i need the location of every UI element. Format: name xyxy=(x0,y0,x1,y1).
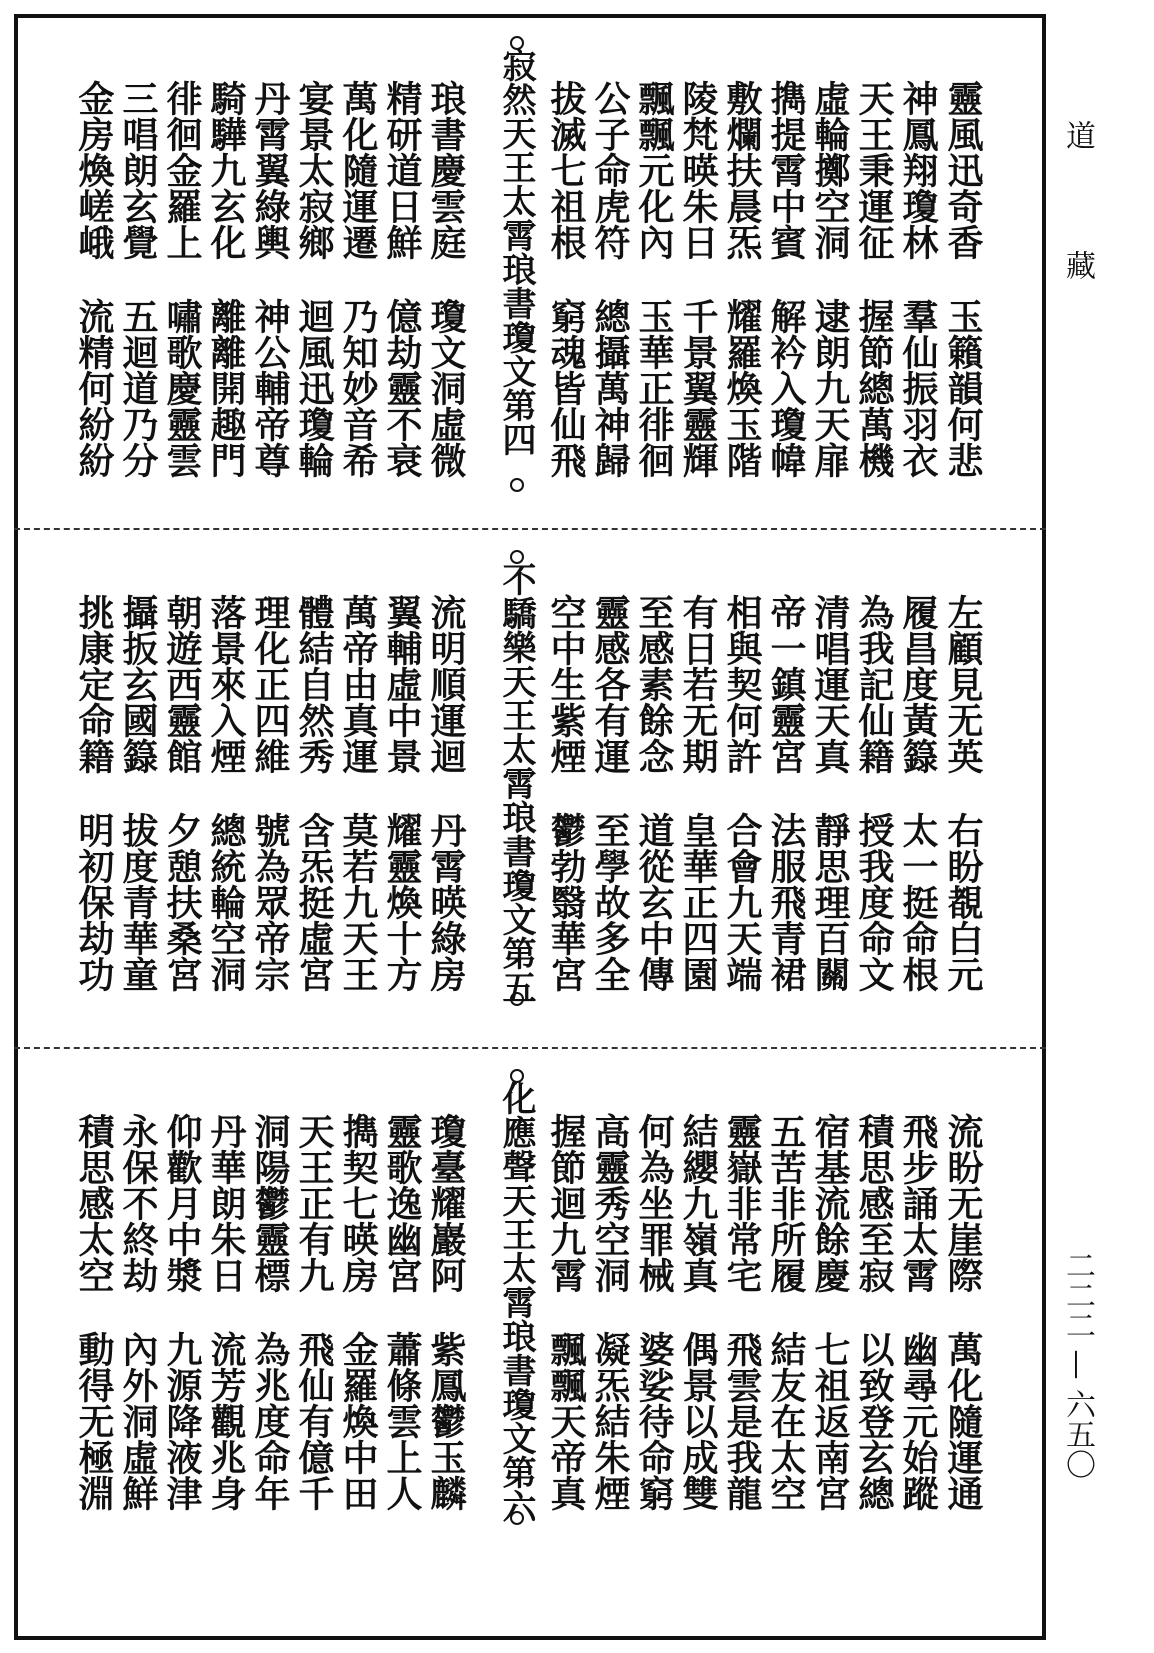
section-title: 化應聲天王太霄琅書瓊文第六 xyxy=(496,1081,536,1523)
verse-line-lower: 迴風迅瓊輪 xyxy=(293,298,335,478)
verse-line-upper: 丹霄翼綠輿 xyxy=(249,80,291,260)
verse-line-lower: 明初保劫功 xyxy=(73,812,115,992)
verse-line-upper: 落景來入煙 xyxy=(205,594,247,774)
verse-line-upper: 洞陽鬱靈標 xyxy=(249,1113,291,1293)
verse-line-lower: 金羅煥中田 xyxy=(337,1331,379,1511)
verse-line-upper: 五苦非所履 xyxy=(765,1113,807,1293)
verse-line-upper: 萬化隨運遷 xyxy=(337,80,379,260)
verse-line-lower: 夕憩扶桑宮 xyxy=(161,812,203,992)
verse-line-upper: 天王正有九 xyxy=(293,1113,335,1293)
verse-line-upper: 相與契何許 xyxy=(721,594,763,774)
section-4 xyxy=(18,18,1042,518)
verse-line-lower: 以致登玄總 xyxy=(853,1331,895,1511)
verse-line-lower: 紫鳳鬱玉麟 xyxy=(425,1331,467,1511)
section-divider xyxy=(14,528,1046,530)
verse-line-upper: 何為坐罪械 xyxy=(633,1113,675,1293)
verse-line-upper: 靈風迅奇香 xyxy=(942,80,984,260)
verse-line-upper: 翼輔虛中景 xyxy=(381,594,423,774)
verse-line-lower: 總統輪空洞 xyxy=(205,812,247,992)
verse-line-lower: 乃知妙音希 xyxy=(337,298,379,478)
verse-line-upper: 流明順運迴 xyxy=(425,594,467,774)
verse-line-upper: 永保不終劫 xyxy=(117,1113,159,1293)
verse-line-upper: 神鳳翔瓊林 xyxy=(897,80,939,260)
verse-line-lower: 為兆度命年 xyxy=(249,1331,291,1511)
verse-line-upper: 為我記仙籍 xyxy=(853,594,895,774)
verse-line-lower: 神公輔帝尊 xyxy=(249,298,291,478)
verse-line-upper: 飄飄元化內 xyxy=(633,80,675,260)
verse-line-upper: 萬帝由真運 xyxy=(337,594,379,774)
verse-line-lower: 嘯歌慶靈雲 xyxy=(161,298,203,478)
section-6 xyxy=(18,1051,1042,1551)
verse-line-lower: 合會九天端 xyxy=(721,812,763,992)
verse-line-upper: 徘徊金羅上 xyxy=(161,80,203,260)
verse-line-upper: 瓊臺耀巖阿 xyxy=(425,1113,467,1293)
verse-line-lower: 飛雲是我龍 xyxy=(721,1331,763,1511)
verse-line-lower: 玉華正徘徊 xyxy=(633,298,675,478)
verse-line-upper: 至感素餘念 xyxy=(633,594,675,774)
verse-line-lower: 億劫靈不衰 xyxy=(381,298,423,478)
verse-line-lower: 窮魂皆仙飛 xyxy=(545,298,587,478)
margin-collection-mark-2: 藏 xyxy=(1060,250,1095,280)
verse-line-lower: 流精何紛紛 xyxy=(73,298,115,478)
verse-line-lower: 總攝萬神歸 xyxy=(589,298,631,478)
verse-line-upper: 左顧見无英 xyxy=(942,594,984,774)
section-divider xyxy=(14,1047,1046,1049)
verse-line-upper: 宿基流餘慶 xyxy=(809,1113,851,1293)
section-title: 寂然天王太霄琅書瓊文第四 xyxy=(496,48,536,456)
verse-line-upper: 結纓九嶺真 xyxy=(677,1113,719,1293)
verse-line-lower: 右盼覩白元 xyxy=(942,812,984,992)
verse-line-lower: 靜思理百關 xyxy=(809,812,851,992)
verse-line-lower: 婆娑待命窮 xyxy=(633,1331,675,1511)
verse-line-lower: 羣仙振羽衣 xyxy=(897,298,939,478)
verse-line-lower: 結友在太空 xyxy=(765,1331,807,1511)
section-title: 不驕樂天王太霄琅書瓊文第五 xyxy=(496,562,536,1004)
verse-line-upper: 擕契七暎房 xyxy=(337,1113,379,1293)
verse-line-upper: 靈歌逸幽宮 xyxy=(381,1113,423,1293)
verse-line-upper: 騎驊九玄化 xyxy=(205,80,247,260)
verse-line-lower: 玉籟韻何悲 xyxy=(942,298,984,478)
verse-line-lower: 偶景以成雙 xyxy=(677,1331,719,1511)
verse-line-upper: 理化正四維 xyxy=(249,594,291,774)
margin-collection-mark: 道 xyxy=(1060,120,1095,150)
verse-line-upper: 仰歡月中漿 xyxy=(161,1113,203,1293)
verse-line-lower: 內外洞虛鮮 xyxy=(117,1331,159,1511)
verse-line-upper: 陵梵暎朱日 xyxy=(677,80,719,260)
verse-line-lower: 解衿入瓊幃 xyxy=(765,298,807,478)
verse-line-lower: 道從玄中傳 xyxy=(633,812,675,992)
verse-line-upper: 敷爛扶晨炁 xyxy=(721,80,763,260)
verse-line-lower: 法服飛青裙 xyxy=(765,812,807,992)
verse-line-lower: 萬化隨運通 xyxy=(942,1331,984,1511)
verse-line-lower: 千景翼靈輝 xyxy=(677,298,719,478)
verse-line-lower: 丹霄暎綠房 xyxy=(425,812,467,992)
verse-line-lower: 飛仙有億千 xyxy=(293,1331,335,1511)
verse-line-upper: 流盼无崖際 xyxy=(942,1113,984,1293)
verse-line-upper: 帝一鎮靈宮 xyxy=(765,594,807,774)
section-5 xyxy=(18,532,1042,1032)
verse-line-upper: 空中生紫煙 xyxy=(545,594,587,774)
verse-line-lower: 含炁挺虛宮 xyxy=(293,812,335,992)
verse-line-lower: 飄飄天帝真 xyxy=(545,1331,587,1511)
verse-line-upper: 虛輪擲空洞 xyxy=(809,80,851,260)
verse-line-upper: 丹華朗朱日 xyxy=(205,1113,247,1293)
verse-line-upper: 公子命虎符 xyxy=(589,80,631,260)
verse-line-lower: 瓊文洞虛微 xyxy=(425,298,467,478)
verse-line-upper: 拔滅七祖根 xyxy=(545,80,587,260)
verse-line-upper: 有日若无期 xyxy=(677,594,719,774)
verse-line-upper: 攝扳玄國籙 xyxy=(117,594,159,774)
verse-line-lower: 離離開趣門 xyxy=(205,298,247,478)
verse-line-lower: 流芳觀兆身 xyxy=(205,1331,247,1511)
verse-line-lower: 九源降液津 xyxy=(161,1331,203,1511)
verse-line-lower: 動得无極淵 xyxy=(73,1331,115,1511)
verse-line-upper: 天王秉運征 xyxy=(853,80,895,260)
verse-line-upper: 體結自然秀 xyxy=(293,594,335,774)
verse-line-lower: 皇華正四園 xyxy=(677,812,719,992)
verse-line-lower: 太一挺命根 xyxy=(897,812,939,992)
verse-line-upper: 朝遊西靈館 xyxy=(161,594,203,774)
verse-line-lower: 授我度命文 xyxy=(853,812,895,992)
verse-line-lower: 逮朗九天扉 xyxy=(809,298,851,478)
verse-line-upper: 清唱運天真 xyxy=(809,594,851,774)
verse-line-upper: 金房煥嵯峨 xyxy=(73,80,115,260)
verse-line-lower: 號為眾帝宗 xyxy=(249,812,291,992)
section-marker-circle xyxy=(510,478,524,492)
verse-line-lower: 莫若九天王 xyxy=(337,812,379,992)
verse-line-upper: 精研道日鮮 xyxy=(381,80,423,260)
verse-line-upper: 積思感至寂 xyxy=(853,1113,895,1293)
verse-line-lower: 至學故多全 xyxy=(589,812,631,992)
verse-line-lower: 凝炁結朱煙 xyxy=(589,1331,631,1511)
verse-line-upper: 高靈秀空洞 xyxy=(589,1113,631,1293)
verse-line-upper: 靈感各有運 xyxy=(589,594,631,774)
verse-line-lower: 五迴道乃分 xyxy=(117,298,159,478)
verse-line-upper: 握節迴九霄 xyxy=(545,1113,587,1293)
verse-line-upper: 積思感太空 xyxy=(73,1113,115,1293)
verse-line-lower: 耀羅煥玉階 xyxy=(721,298,763,478)
verse-line-lower: 拔度青華童 xyxy=(117,812,159,992)
verse-line-upper: 飛步誦太霄 xyxy=(897,1113,939,1293)
verse-line-lower: 七祖返南宮 xyxy=(809,1331,851,1511)
verse-line-upper: 擕提霄中賓 xyxy=(765,80,807,260)
verse-line-upper: 靈嶽非常宅 xyxy=(721,1113,763,1293)
verse-line-lower: 鬱勃翳華宮 xyxy=(545,812,587,992)
verse-line-upper: 三唱朗玄覺 xyxy=(117,80,159,260)
verse-line-upper: 宴景太寂鄉 xyxy=(293,80,335,260)
verse-line-lower: 耀靈煥十方 xyxy=(381,812,423,992)
verse-line-upper: 挑康定命籍 xyxy=(73,594,115,774)
verse-line-lower: 蕭條雲上人 xyxy=(381,1331,423,1511)
verse-line-lower: 握節總萬機 xyxy=(853,298,895,478)
verse-line-upper: 履昌度黃籙 xyxy=(897,594,939,774)
verse-line-upper: 琅書慶雲庭 xyxy=(425,80,467,260)
verse-line-lower: 幽尋元始蹤 xyxy=(897,1331,939,1511)
margin-page-number: 二二二 — 六五〇 xyxy=(1060,1250,1095,1480)
